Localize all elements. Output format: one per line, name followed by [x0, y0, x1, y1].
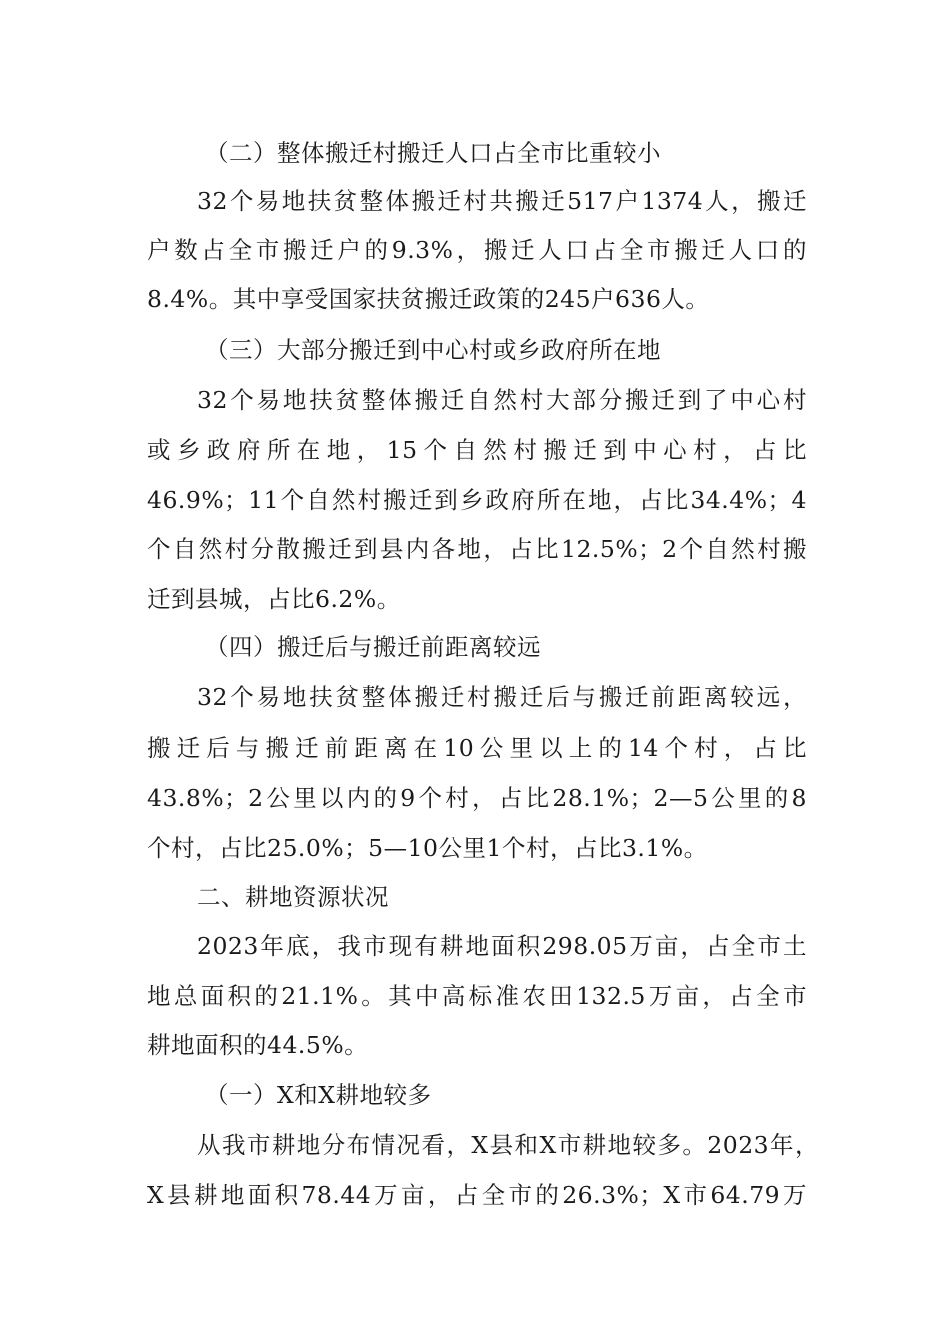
paragraph-line: 迁到县城，占比6.2%。 — [147, 585, 401, 613]
section-heading-2: （二）整体搬迁村搬迁人口占全市比重较小 — [205, 139, 661, 167]
paragraph-line: 32个易地扶贫整体搬迁自然村大部分搬迁到了中心村 — [197, 386, 807, 414]
paragraph-line: 或乡政府所在地，15个自然村搬迁到中心村，占比 — [147, 436, 807, 464]
paragraph-line: 搬迁后与搬迁前距离在10公里以上的14个村，占比 — [147, 734, 807, 762]
paragraph-line: 耕地面积的44.5%。 — [147, 1031, 369, 1059]
paragraph-line: 2023年底，我市现有耕地面积298.05万亩，占全市土 — [197, 932, 807, 960]
paragraph-line: 43.8%；2公里以内的9个村，占比28.1%；2—5公里的8 — [147, 784, 807, 812]
paragraph-line: 32个易地扶贫整体搬迁村共搬迁517户1374人，搬迁 — [197, 187, 807, 215]
section-heading-3: （三）大部分搬迁到中心村或乡政府所在地 — [205, 336, 661, 364]
paragraph-line: 从我市耕地分布情况看，X县和X市耕地较多。2023年， — [197, 1131, 819, 1159]
paragraph-line: 地总面积的21.1%。其中高标准农田132.5万亩，占全市 — [147, 982, 807, 1010]
paragraph-line: 46.9%；11个自然村搬迁到乡政府所在地，占比34.4%；4 — [147, 486, 807, 514]
paragraph-line: 8.4%。其中享受国家扶贫搬迁政策的245户636人。 — [147, 285, 710, 313]
paragraph-line: 个自然村分散搬迁到县内各地，占比12.5%；2个自然村搬 — [147, 535, 807, 563]
chapter-heading: 二、耕地资源状况 — [197, 883, 389, 911]
paragraph-line: X县耕地面积78.44万亩，占全市的26.3%；X市64.79万 — [147, 1181, 807, 1209]
section-heading-1: （一）X和X耕地较多 — [205, 1081, 432, 1109]
section-heading-4: （四）搬迁后与搬迁前距离较远 — [205, 633, 541, 661]
paragraph-line: 32个易地扶贫整体搬迁村搬迁后与搬迁前距离较远， — [197, 683, 807, 711]
paragraph-line: 户数占全市搬迁户的9.3%，搬迁人口占全市搬迁人口的 — [147, 236, 807, 264]
paragraph-line: 个村，占比25.0%；5—10公里1个村，占比3.1%。 — [147, 834, 708, 862]
